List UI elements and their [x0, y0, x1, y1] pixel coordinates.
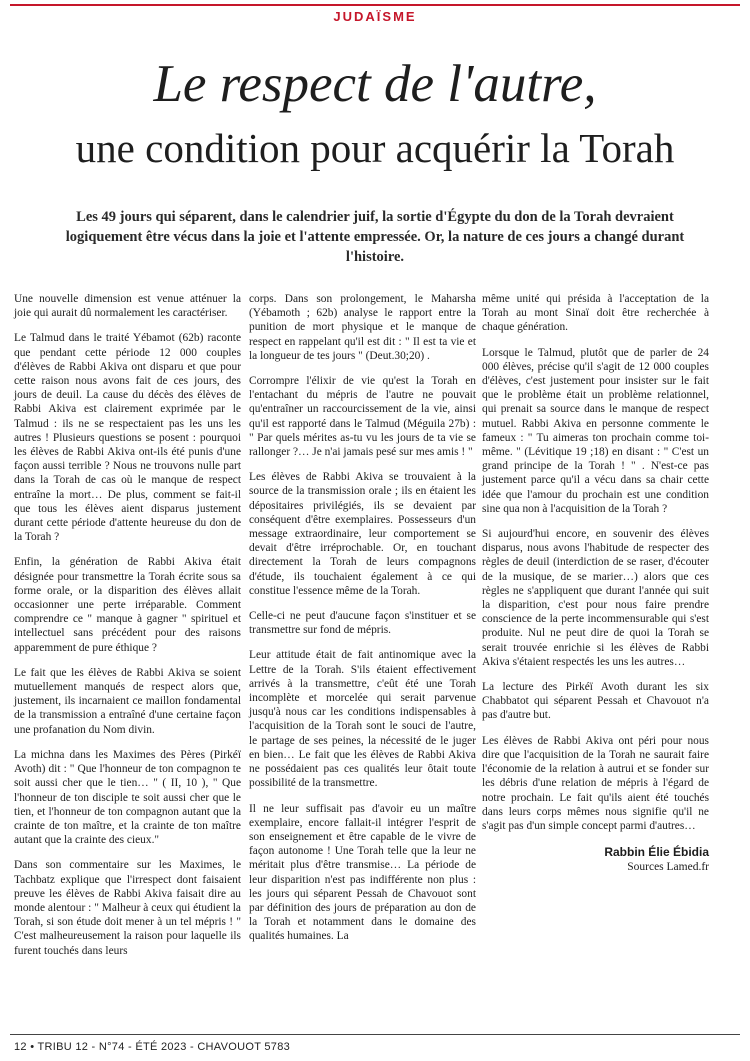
- article-column-1: [14, 292, 241, 969]
- paragraph: Leur attitude était de fait antinomique avec la Lettre de la Torah. S'ils étaient effectivement arrivés à la transmettre, c'eût été une Torah incomplète et morcelée qui serait parvenue jusqu'à nous car les conditions indispensables à l'acquisition de la Torah sont le souci de l'autre, le partage de ses peines, la nécessité de le juger en bien… Le fait que les élèves de Rabbi Akiva ne possédaient pas ces qualités leur ôtait toute possibilité de la transmettre.: [249, 649, 476, 790]
- paragraph: Le fait que les élèves de Rabbi Akiva se soient mutuellement manqués de respect alors que, justement, ils incarnaient ce maillon fondamental de la transmission a entraîné d'une certaine façon une profanation du Nom divin.: [14, 666, 241, 736]
- page-footer: 12 • TRIBU 12 - N°74 - ÉTÉ 2023 - CHAVOUOT 5783: [14, 1041, 291, 1053]
- article-column-3: [482, 292, 709, 874]
- paragraph: Il ne leur suffisait pas d'avoir eu un maître exemplaire, encore fallait-il intégrer l'esprit de son enseignement et être capable de le vivre de façon autonome ! Une Torah telle que la leur ne méritait plus d'être transmise… La période de leur disparition n'est pas indifférente non plus : les jours qui séparent Pessah de Chavouot sont par définition des jours de préparation au don de la Torah et notamment dans le domaine des qualités humaines. La: [249, 802, 476, 943]
- paragraph: Corrompre l'élixir de vie qu'est la Torah en l'entachant du mépris de l'autre ne pouvait qu'entraîner un raccourcissement de la vie, ainsi qu'il est rapporté dans le Talmud (Méguila 27b) : " Par quels mérites as-tu vu les jours de ta vie se rallonger ?… Je n'ai jamais pesé sur mes amis ! ": [249, 375, 476, 459]
- paragraph: même unité qui présida à l'acceptation de la Torah au mont Sinaï doit être recherchée à chaque génération.: [482, 293, 709, 334]
- paragraph: Dans son commentaire sur les Maximes, le Tachbatz explique que l'irrespect dont faisaient preuve les élèves de Rabbi Akiva faisait dire au monde alentour : " Malheur à ceux qui étudient la Torah, si son étude doit mener à un tel mépris ! " C'est malheureusement la raison pour laquelle ils furent touchés dans leurs: [14, 859, 241, 957]
- paragraph: corps. Dans son prolongement, le Maharsha (Yébamoth ; 62b) analyse le rapport entre la punition de mort physique et le manque de respect en rappelant qu'il est dit : " Il est ta vie et la longueur de tes jours " (Deut.30;20) .: [249, 293, 476, 362]
- author-name: Rabbin Élie Ébidia: [604, 845, 709, 860]
- paragraph: Enfin, la génération de Rabbi Akiva était désignée pour transmettre la Torah écrite sous sa forme orale, or la disparition des élèves allait occasionner une perte irréparable. Comment comprendre ce " manque à gagner " spirituel et intellectuel sans précédent pour des raisons apparemment de pure éthique ?: [14, 556, 241, 654]
- article-title: Le respect de l'autre,: [153, 55, 597, 113]
- footer-rule: [10, 1034, 740, 1035]
- paragraph: Les élèves de Rabbi Akiva se trouvaient à la source de la transmission orale ; ils en étaient les dépositaires privilégiés, ils se devaient par conséquent d'être exemplaires. Possesseurs d'un message extraordinaire, leur comportement se devait d'être irréprochable. Or, en touchant directement la Torah de leurs compagnons d'étude, ils touchaient également à ce qui constitue l'essence même de la Torah.: [249, 471, 476, 597]
- paragraph: Les élèves de Rabbi Akiva ont péri pour nous dire que l'acquisition de la Torah ne saurait faire l'économie de la relation à autrui et se fonder sur les débris d'une relation de mépris à l'égard de notre prochain. Le fait qu'ils aient été touchés dans leurs corps mêmes nous signifie qu'il ne s'agit pas d'un simple concept parmi d'autres…: [482, 734, 709, 832]
- article-source: Sources Lamed.fr: [627, 861, 709, 874]
- paragraph: Celle-ci ne peut d'aucune façon s'instituer et se transmettre sur fond de mépris.: [249, 610, 476, 637]
- article-subtitle: une condition pour acquérir la Torah: [75, 125, 675, 171]
- paragraph: Une nouvelle dimension est venue atténuer la joie qui aurait dû normalement les caractériser.: [14, 293, 241, 320]
- section-label: JUDAÏSME: [333, 9, 417, 24]
- paragraph: La lecture des Pirkéï Avoth durant les six Chabbatot qui séparent Pessah et Chavouot n'a pas d'autre but.: [482, 681, 709, 722]
- article-column-2: [249, 292, 476, 955]
- top-rule: [10, 4, 740, 6]
- paragraph: Lorsque le Talmud, plutôt que de parler de 24 000 élèves, précise qu'il s'agit de 12 000 couples d'élèves, c'est justement pour insister sur le fait que le problème était un problème relationnel, qui prenait sa source dans le manque de respect mutuel. Rabbi Akiva en personne commente le fameux : " Tu aimeras ton prochain comme toi-même. " (Lévitique 19 ;18) en disant : " C'est un grand principe de la Torah ! " . N'est-ce pas justement parce qu'il a vécu dans sa chair cette idée que l'amour du prochain est une condition sine qua non à l'acquisition de la Torah ?: [482, 346, 709, 515]
- paragraph: Le Talmud dans le traité Yébamot (62b) raconte que pendant cette période 12 000 couples d'élèves de Rabbi Akiva ont disparu et que pour cette raison nous avons fait de ces jours, des jours de deuil. La cause du décès des élèves de Rabbi Akiva est clairement exprimée par le Talmud : ils ne se respectaient pas les uns les autres ! Plusieurs questions se posent : pourquoi les élèves de Rabbi Akiva ont-ils été punis d'une façon aussi terrible ? Nous ne trouvons nulle part dans la Torah de cas où le manque de respect entraîne la mort… De plus, comment se fait-il que tous les élèves aient disparus justement durant cette période d'attente heureuse du don de la Torah ?: [14, 332, 241, 544]
- paragraph: Si aujourd'hui encore, en souvenir des élèves disparus, nous avons l'habitude de respecter des règles de deuil (interdiction de se raser, d'écouter de la musique, de se marier…) alors que ces règles ne s'appliquent que durant l'année qui suit la disparition, c'est pour nous faire prendre conscience de la perte incommensurable qui s'est produite. Nul ne peut dire de quoi la Torah se serait trouvée enrichie si les élèves de Rabbi Akiva s'étaient respectés les uns les autres…: [482, 528, 709, 668]
- paragraph: La michna dans les Maximes des Pères (Pirkéï Avoth) dit : " Que l'honneur de ton compagnon te soit aussi cher que le tien… " ( II, 10 ), " Que l'honneur de ton disciple te soit aussi cher que le tien, et l'honneur de ton compagnon autant que la crainte de ton maître, et la crainte de ton maître autant que la crainte des cieux.": [14, 748, 241, 847]
- article-intro: Les 49 jours qui séparent, dans le calendrier juif, la sortie d'Égypte du don de la Torah devraient logiquement être vécus dans la joie et l'attente empressée. Or, la nature de ces jours a changé durant l'histoire.: [65, 209, 685, 265]
